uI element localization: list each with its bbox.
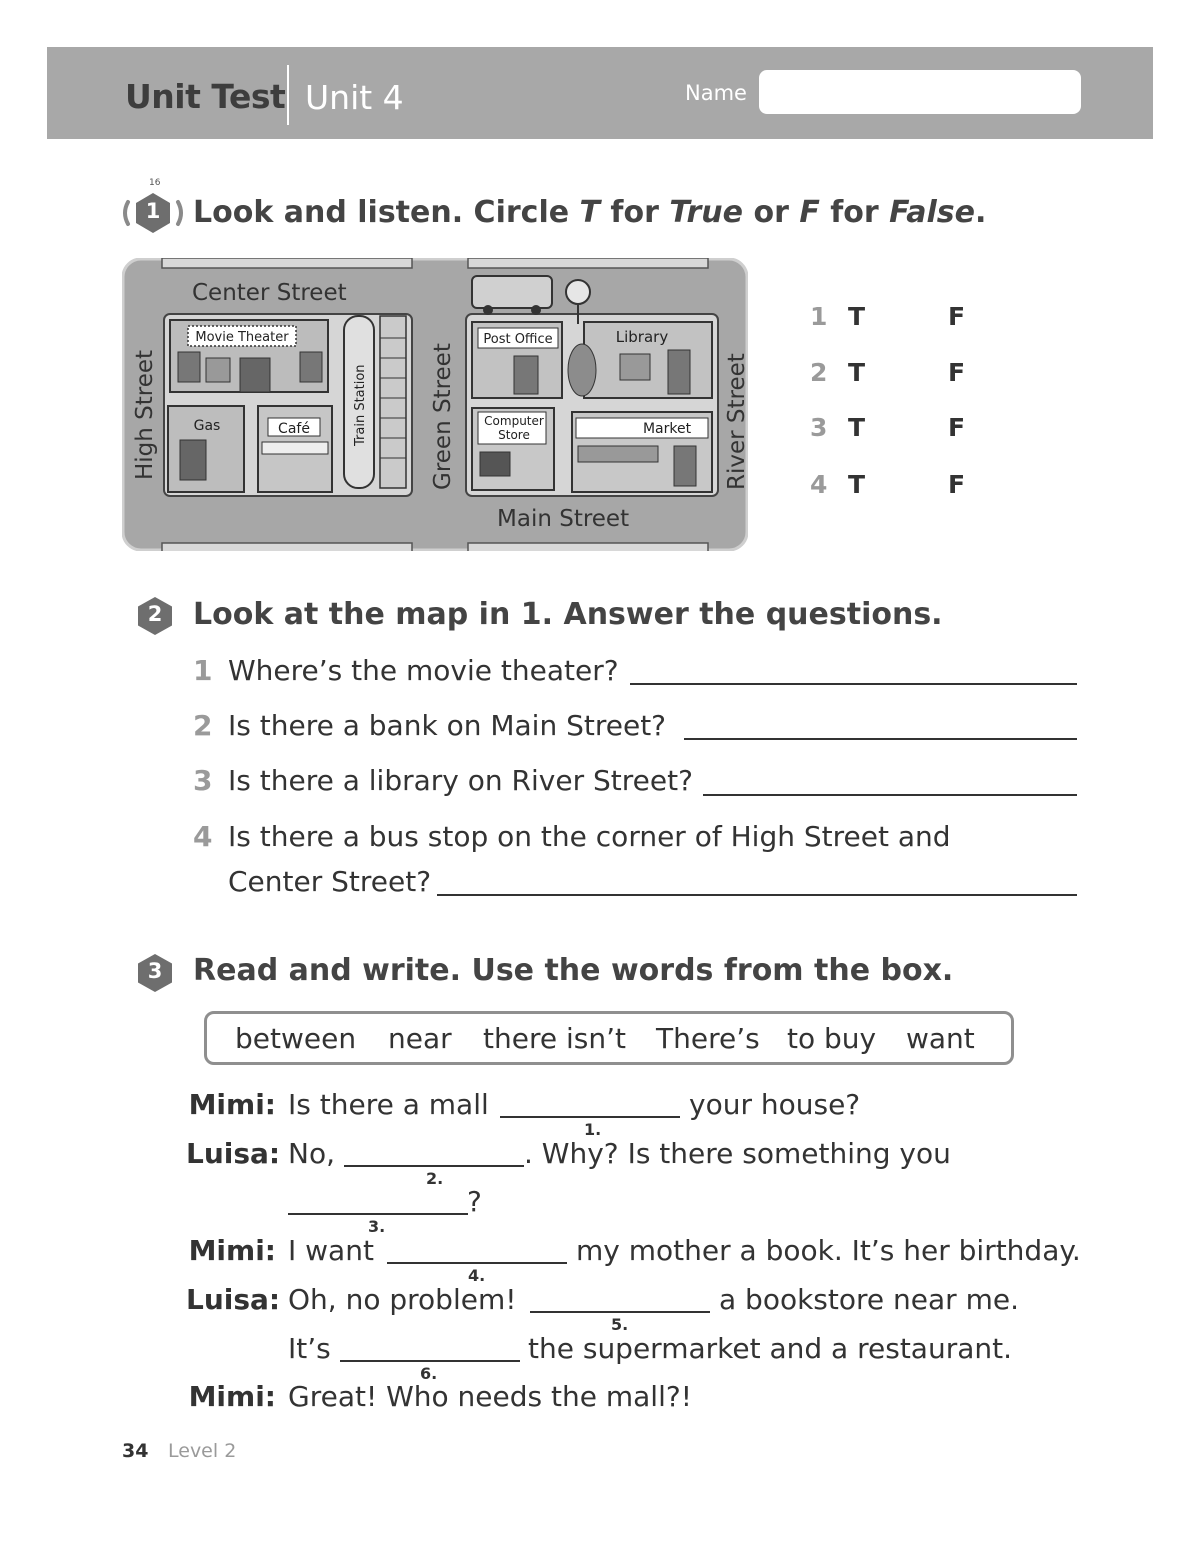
blank-number: 1. — [584, 1120, 602, 1139]
answer-line[interactable] — [437, 894, 1077, 896]
map-library: Library — [615, 328, 669, 346]
blank-number: 4. — [468, 1266, 486, 1285]
dialogue-text: Oh, no problem! — [288, 1283, 517, 1316]
answer-line[interactable] — [684, 738, 1077, 740]
exercise-badge-3 — [135, 953, 175, 993]
blank-number: 3. — [368, 1217, 386, 1236]
true-option[interactable]: T — [848, 413, 866, 442]
name-input[interactable] — [759, 70, 1081, 114]
map-high-street: High Street — [132, 349, 158, 480]
exercise-3-title: Read and write. Use the words from the box. — [193, 953, 954, 988]
true-option[interactable]: T — [848, 358, 866, 387]
false-option[interactable]: F — [948, 470, 966, 499]
map-train-station: Train Station — [353, 364, 368, 446]
dialogue-text: the supermarket and a restaurant. — [528, 1332, 1012, 1365]
blank-line[interactable] — [387, 1262, 567, 1264]
map-computer-store-1: Computer — [484, 414, 544, 428]
dialogue-text: Is there a mall — [288, 1088, 489, 1121]
map-movie-theater: Movie Theater — [195, 330, 289, 345]
blank-line[interactable] — [344, 1165, 524, 1167]
dialogue-text: ? — [467, 1185, 482, 1218]
map-cafe: Café — [278, 421, 310, 437]
word-option: between — [235, 1022, 357, 1055]
blank-line[interactable] — [340, 1360, 520, 1362]
dialogue-text: your house? — [689, 1088, 861, 1121]
speaker-label: Luisa: — [186, 1137, 281, 1170]
word-option: There’s — [656, 1022, 760, 1055]
blank-number: 5. — [611, 1315, 629, 1334]
exercise-1-title: Look and listen. Circle T for True or F for False. — [193, 195, 987, 230]
dialogue-text: my mother a book. It’s her birthday. — [576, 1234, 1081, 1267]
tf-number: 3 — [810, 413, 828, 442]
blank-line[interactable] — [530, 1311, 710, 1313]
tf-number: 1 — [810, 302, 828, 331]
blank-number: 6. — [420, 1364, 438, 1383]
word-option: near — [388, 1022, 452, 1055]
map-computer-store-2: Store — [498, 428, 530, 442]
word-option: there isn’t — [483, 1022, 626, 1055]
unit-label: Unit 4 — [305, 78, 404, 117]
speaker-label: Mimi: — [188, 1380, 276, 1413]
tf-number: 4 — [810, 470, 828, 499]
word-box — [204, 1011, 1014, 1065]
blank-line[interactable] — [500, 1116, 680, 1118]
map-center-street: Center Street — [192, 280, 347, 306]
map-green-street: Green Street — [430, 343, 456, 490]
map-river-street: River Street — [724, 353, 748, 490]
exercise-2-title: Look at the map in 1. Answer the questions. — [193, 597, 943, 632]
true-option[interactable]: T — [848, 470, 866, 499]
blank-line[interactable] — [288, 1213, 468, 1215]
false-option[interactable]: F — [948, 413, 966, 442]
dialogue-text: I want — [288, 1234, 374, 1267]
speaker-label: Luisa: — [186, 1283, 281, 1316]
dialogue-text: a bookstore near me. — [719, 1283, 1019, 1316]
speaker-label: Mimi: — [188, 1088, 276, 1121]
speaker-label: Mimi: — [188, 1234, 276, 1267]
map-gas: Gas — [193, 418, 221, 434]
map-post-office: Post Office — [483, 332, 553, 347]
word-option: to buy — [787, 1022, 877, 1055]
blank-number: 2. — [426, 1169, 444, 1188]
dialogue-text: It’s — [288, 1332, 331, 1365]
track-number: 16 — [149, 178, 161, 188]
page-number: 34 — [122, 1440, 149, 1462]
level-label: Level 2 — [168, 1440, 237, 1462]
answer-line[interactable] — [630, 683, 1077, 685]
exercise-number-1: 1 — [145, 199, 161, 223]
name-label: Name — [685, 81, 747, 105]
dialogue-text: No, — [288, 1137, 335, 1170]
header-bar — [47, 47, 1153, 139]
exercise-number-3: 3 — [147, 959, 163, 983]
tf-number: 2 — [810, 358, 828, 387]
dialogue-text: . Why? Is there something you — [524, 1137, 951, 1170]
map-market: Market — [642, 421, 692, 437]
street-map — [122, 258, 748, 551]
false-option[interactable]: F — [948, 358, 966, 387]
header-divider — [287, 65, 289, 125]
word-option: want — [906, 1022, 975, 1055]
true-option[interactable]: T — [848, 302, 866, 331]
dialogue-text: Great! Who needs the mall?! — [288, 1380, 692, 1413]
audio-icon — [120, 188, 186, 242]
exercise-badge-2 — [135, 596, 175, 636]
answer-line[interactable] — [703, 794, 1077, 796]
test-title: Unit Test — [125, 77, 286, 116]
map-main-street: Main Street — [497, 506, 630, 532]
false-option[interactable]: F — [948, 302, 966, 331]
exercise-number-2: 2 — [147, 602, 163, 626]
